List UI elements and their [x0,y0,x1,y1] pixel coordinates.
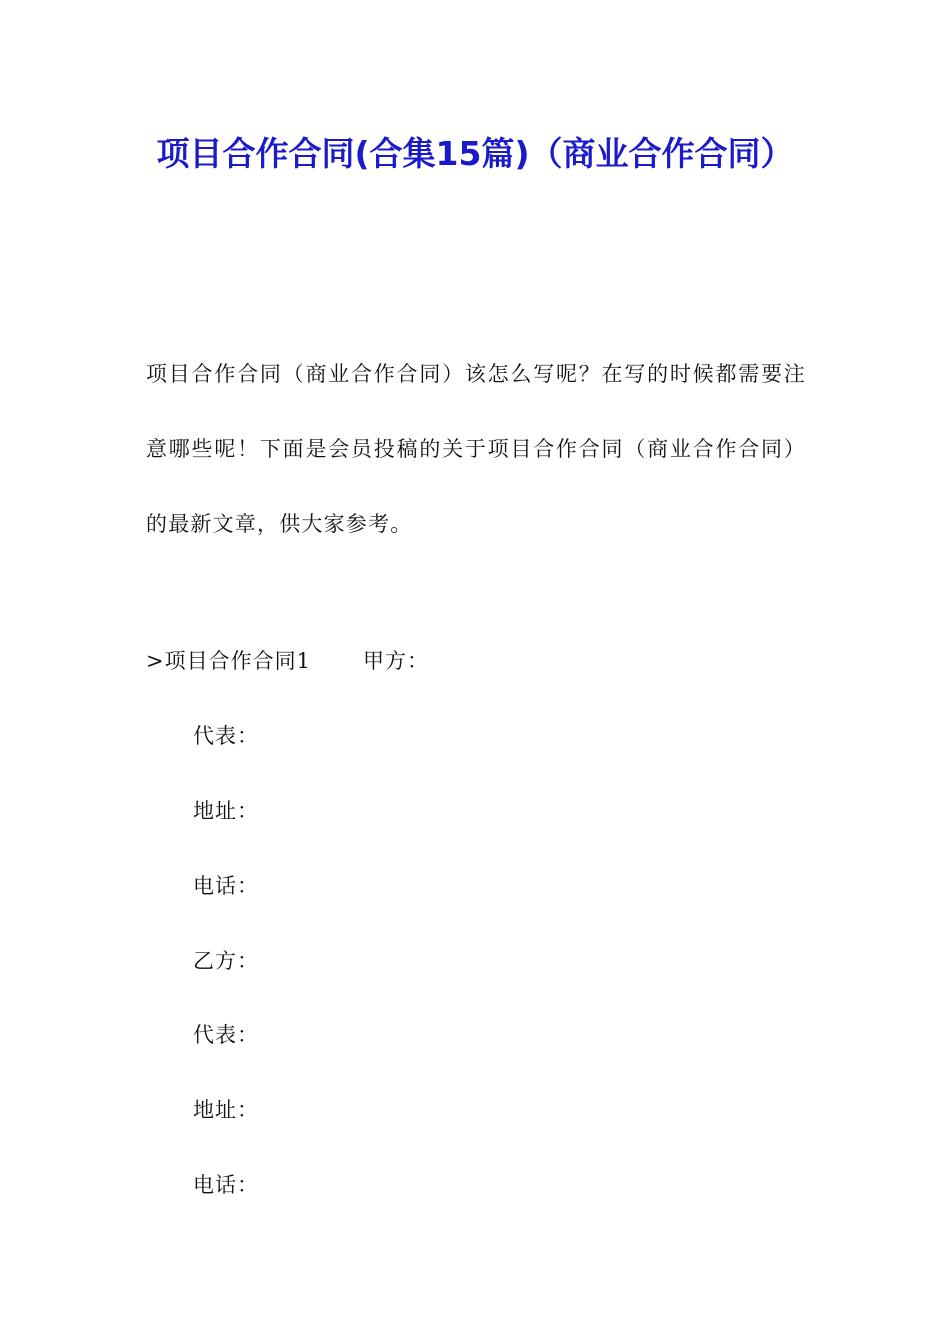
field-phone-a: 电话： [193,874,259,898]
section-heading-line [146,645,429,675]
field-representative-a: 代表： [193,724,259,748]
field-address-a: 地址： [193,799,259,823]
document-title: 项目合作合同(合集15篇)（商业合作合同） [156,134,794,173]
field-representative-b: 代表： [193,1023,259,1047]
section-heading: >项目合作合同1 [146,649,311,673]
intro-paragraph: 项目合作合同（商业合作合同）该怎么写呢？在写的时候都需要注意哪些呢！下面是会员投稿的关于项目合作合同（商业合作合同）的最新文章，供大家参考。 [146,362,806,536]
field-phone-b: 电话： [193,1173,259,1197]
field-address-b: 地址： [193,1098,259,1122]
party-b-label: 乙方： [193,949,259,973]
party-a-label: 甲方： [362,649,429,673]
